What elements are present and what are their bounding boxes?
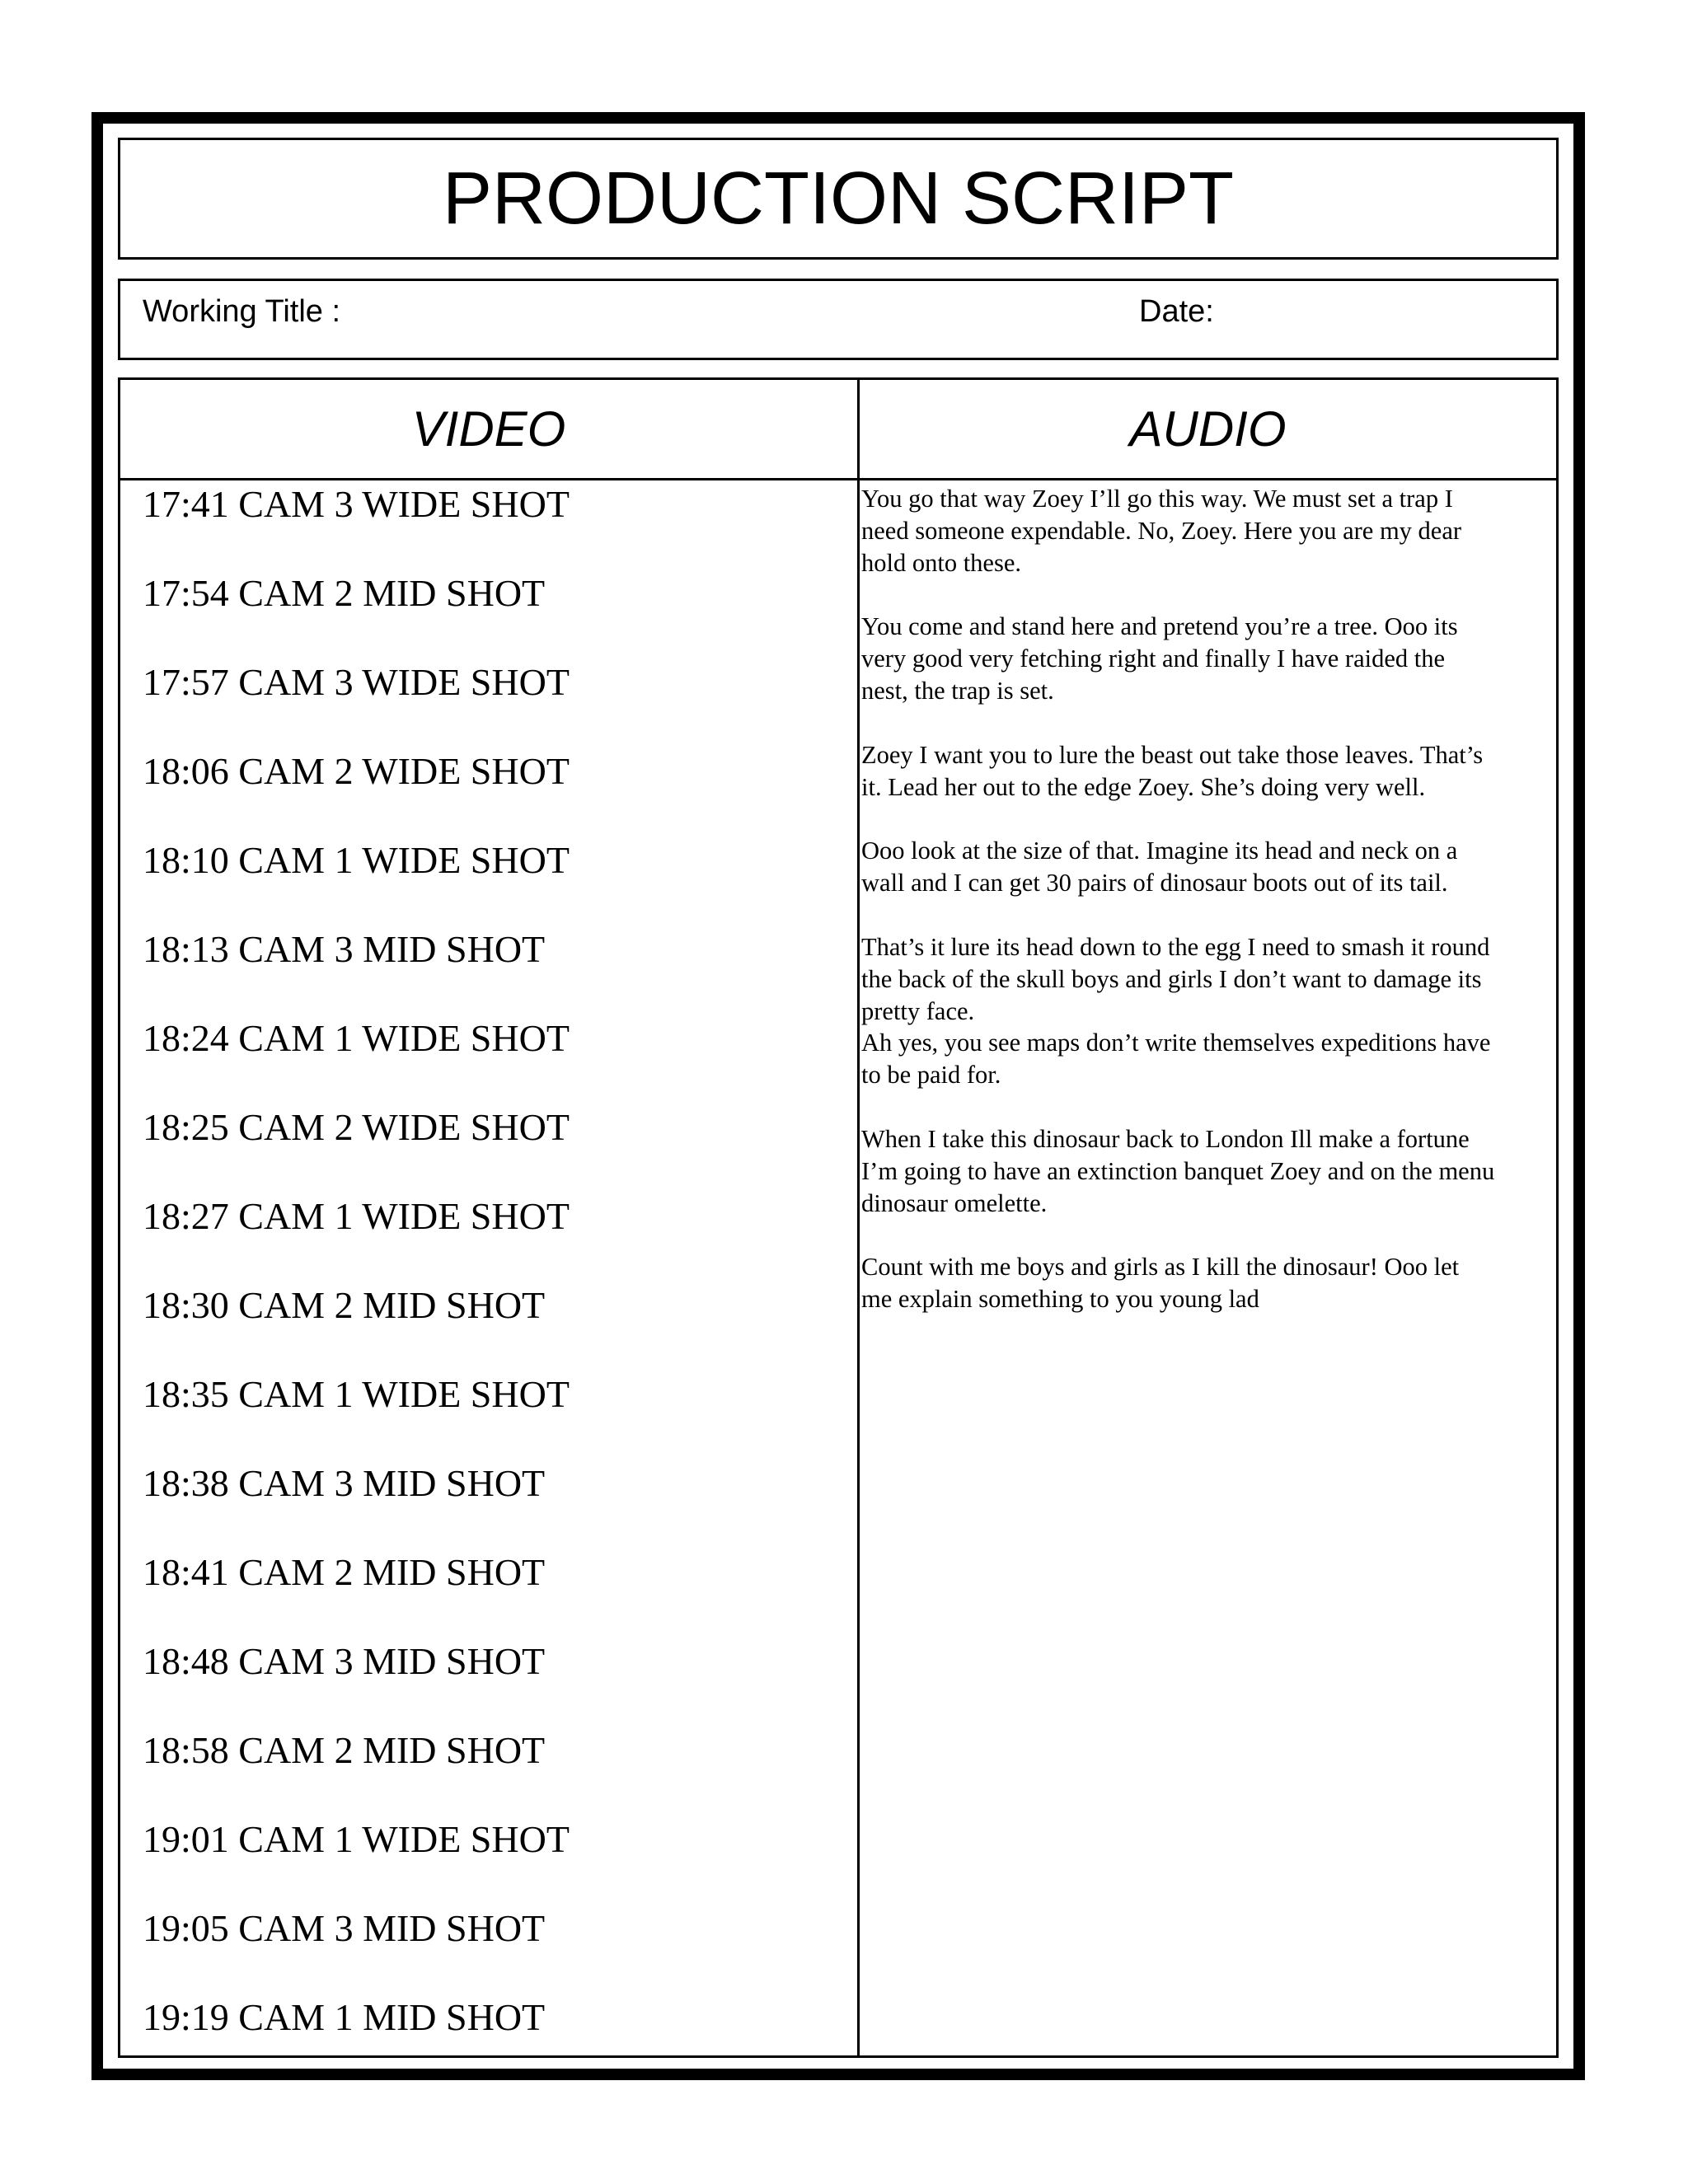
- audio-column-header: AUDIO: [1129, 401, 1287, 457]
- video-shot: 19:19 CAM 1 MID SHOT: [143, 1996, 546, 2038]
- video-shot: 17:57 CAM 3 WIDE SHOT: [143, 661, 570, 703]
- date-label: Date:: [1139, 294, 1214, 329]
- audio-paragraph: You come and stand here and pretend you’re a tree. Ooo its very good very fetching right and finally I have raided the nest, the trap is set.: [861, 612, 1458, 705]
- audio-paragraph: Ooo look at the size of that. Imagine its head and neck on a wall and I can get 30 pairs of dinosaur boots out of its tail.: [861, 837, 1458, 898]
- video-column-header: VIDEO: [411, 401, 566, 457]
- meta-info-box: [118, 279, 1559, 360]
- title-box: [118, 138, 1559, 260]
- video-shot: 18:13 CAM 3 MID SHOT: [143, 928, 546, 970]
- video-shot: 19:01 CAM 1 WIDE SHOT: [143, 1818, 570, 1860]
- video-shot: 18:25 CAM 2 WIDE SHOT: [143, 1106, 570, 1148]
- video-shot: 18:41 CAM 2 MID SHOT: [143, 1551, 546, 1593]
- audio-paragraph: You go that way Zoey I’ll go this way. We must set a trap I need someone expendable. No, Zoey. Here you are my dear hold onto these.: [861, 485, 1462, 577]
- video-shot: 17:41 CAM 3 WIDE SHOT: [143, 483, 570, 525]
- video-shot: 18:38 CAM 3 MID SHOT: [143, 1462, 546, 1504]
- audio-paragraph: When I take this dinosaur back to London Ill make a fortune I’m going to have an extinction banquet Zoey and on the menu dinosaur omelette.: [861, 1124, 1495, 1217]
- video-shot: 18:30 CAM 2 MID SHOT: [143, 1284, 546, 1326]
- video-shot: 18:48 CAM 3 MID SHOT: [143, 1640, 546, 1682]
- audio-paragraph: Ah yes, you see maps don’t write themselves expeditions have to be paid for.: [861, 1029, 1491, 1090]
- audio-script: [861, 483, 1562, 1315]
- video-shot-list: [143, 480, 851, 2083]
- video-shot: 18:35 CAM 1 WIDE SHOT: [143, 1373, 570, 1415]
- audio-paragraph: Zoey I want you to lure the beast out take those leaves. That’s it. Lead her out to the edge Zoey. She’s doing very well.: [861, 740, 1484, 801]
- working-title-label: Working Title :: [143, 294, 341, 329]
- video-shot: 18:24 CAM 1 WIDE SHOT: [143, 1017, 570, 1059]
- audio-paragraph: Count with me boys and girls as I kill the dinosaur! Ooo let me explain something to you young lad: [861, 1253, 1460, 1314]
- video-shot: 18:58 CAM 2 MID SHOT: [143, 1729, 546, 1771]
- video-shot: 18:10 CAM 1 WIDE SHOT: [143, 839, 570, 881]
- column-divider: [857, 380, 860, 2055]
- video-shot: 18:06 CAM 2 WIDE SHOT: [143, 750, 570, 792]
- audio-paragraph: That’s it lure its head down to the egg I need to smash it round the back of the skull boys and girls I don’t want to damage its pretty face.: [861, 932, 1490, 1025]
- video-shot: 18:27 CAM 1 WIDE SHOT: [143, 1195, 570, 1237]
- page-title: PRODUCTION SCRIPT: [442, 157, 1235, 240]
- video-shot: 17:54 CAM 2 MID SHOT: [143, 572, 546, 614]
- script-table: [118, 377, 1559, 2058]
- video-shot: 19:05 CAM 3 MID SHOT: [143, 1907, 546, 1949]
